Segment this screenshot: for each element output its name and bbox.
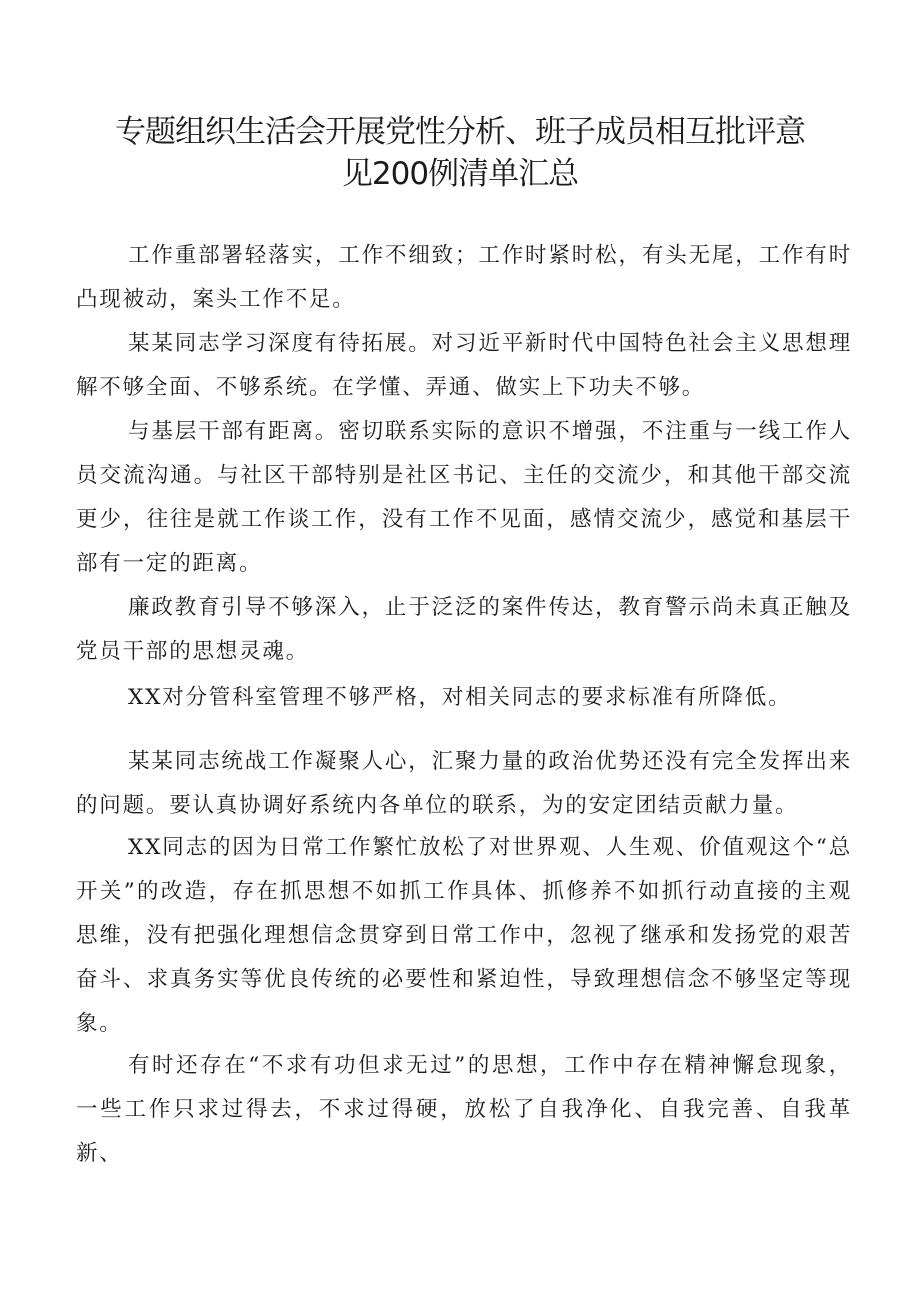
paragraph-4: 廉政教育引导不够深入，止于泛泛的案件传达，教育警示尚未真正触及党员干部的思想灵魂。 — [76, 595, 852, 664]
paragraph-7: XX同志的因为日常工作繁忙放松了对世界观、人生观、价值观这个“总开关”的改造，存在抓思想不如抓工作具体、抓修养不如抓行动直接的主观思维，没有把强化理想信念贯穿到日常工作中，忽视了继承和发扬党的艰苦奋斗、求真务实等优良传统的必要性和紧迫性，导致理想信念不够坚定等现象。 — [76, 835, 852, 1036]
paragraph-3: 与基层干部有距离。密切联系实际的意识不增强，不注重与一线工作人员交流沟通。与社区干部特别是社区书记、主任的交流少，和其他干部交流更少，往往是就工作谈工作，没有工作不见面，感情交流少，感觉和基层干部有一定的距离。 — [76, 419, 852, 576]
paragraph-6: 某某同志统战工作凝聚人心，汇聚力量的政治优势还没有完全发挥出来的问题。要认真协调好系统内各单位的联系，为的安定团结贡献力量。 — [76, 749, 852, 818]
paragraph-8: 有时还存在“不求有功但求无过”的思想，工作中存在精神懈怠现象，一些工作只求过得去，不求过得硬，放松了自我净化、自我完善、自我革新、 — [76, 1053, 852, 1166]
document-title-line-2: 见200例清单汇总 — [341, 156, 579, 192]
paragraph-5: XX对分管科室管理不够严格，对相关同志的要求标准有所降低。 — [128, 685, 792, 710]
document-title-line-1: 专题组织生活会开展党性分析、班子成员相互批评意 — [115, 114, 805, 150]
paragraph-1: 工作重部署轻落实，工作不细致；工作时紧时松，有头无尾，工作有时凸现被动，案头工作不足。 — [76, 243, 852, 312]
paragraph-2: 某某同志学习深度有待拓展。对习近平新时代中国特色社会主义思想理解不够全面、不够系统。在学懂、弄通、做实上下功夫不够。 — [76, 331, 852, 400]
